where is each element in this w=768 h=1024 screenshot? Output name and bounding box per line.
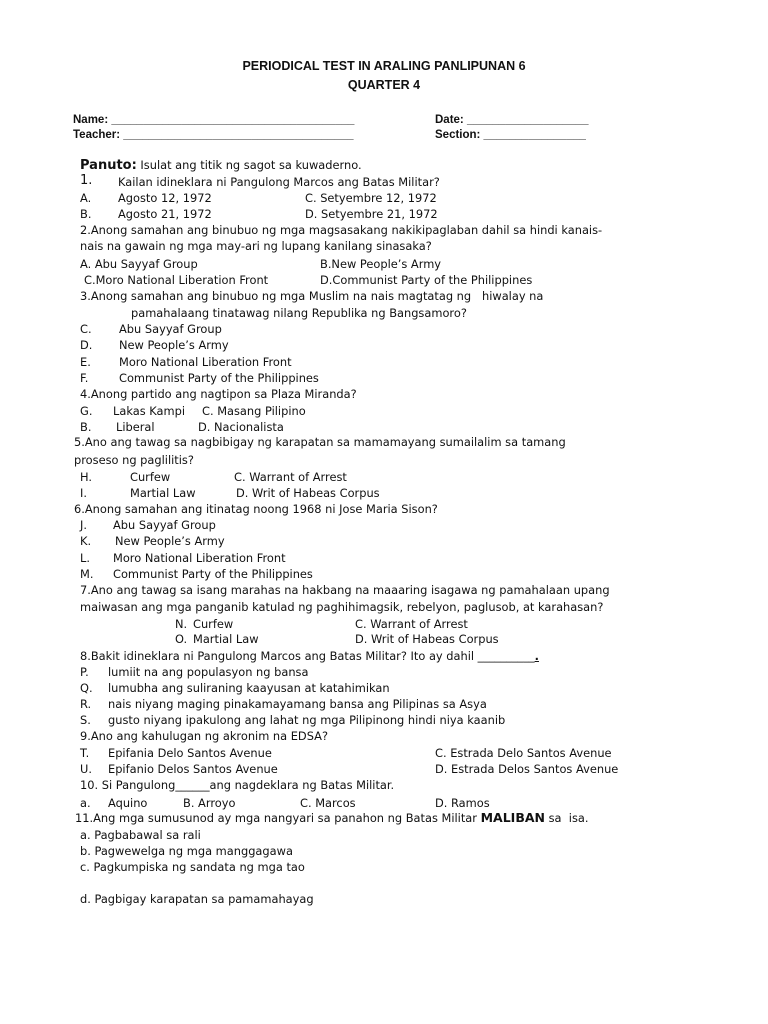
option-text: Abu Sayyaf Group <box>119 322 222 336</box>
maliban-emphasis: MALIBAN <box>480 810 545 825</box>
option-text: D. Ramos <box>435 796 490 810</box>
option-text: Epifania Delo Santos Avenue <box>108 746 272 760</box>
option-text: Agosto 21, 1972 <box>118 207 212 221</box>
option-text: C. Warrant of Arrest <box>234 470 347 484</box>
option-text: Moro National Liberation Front <box>119 355 292 369</box>
question-10-text: 10. Si Pangulong______ang nagdeklara ng Batas Militar. <box>80 778 395 792</box>
question-1-text: Kailan idineklara ni Pangulong Marcos ang Batas Militar? <box>118 175 440 189</box>
option-text: B. Arroyo <box>183 796 236 810</box>
option-key: D. <box>80 338 93 352</box>
option-key: G. <box>80 404 93 418</box>
question-1-number: 1. <box>80 173 93 188</box>
option-text: C. Masang Pilipino <box>202 404 306 418</box>
option-text: Abu Sayyaf Group <box>113 518 216 532</box>
question-3-text-cont: pamahalaang tinatawag nilang Republika ng Bangsamoro? <box>131 306 467 320</box>
option-text: D. Writ of Habeas Corpus <box>355 632 499 646</box>
instructions-text: Isulat ang titik ng sagot sa kuwaderno. <box>136 158 362 172</box>
option-key: N. <box>175 617 188 631</box>
instructions <box>80 158 362 173</box>
option-text: Agosto 12, 1972 <box>118 191 212 205</box>
date-field: Date: ___________________ <box>435 114 589 126</box>
option-text: c. Pagkumpiska ng sandata ng mga tao <box>80 860 305 874</box>
option-text: C.Moro National Liberation Front <box>84 273 269 287</box>
question-4-text: 4.Anong partido ang nagtipon sa Plaza Miranda? <box>80 387 357 401</box>
option-text: Communist Party of the Philippines <box>113 567 313 581</box>
option-text: B.New People’s Army <box>320 257 442 271</box>
option-text: Liberal <box>116 420 155 434</box>
page-title: PERIODICAL TEST IN ARALING PANLIPUNAN 6 <box>242 59 526 73</box>
question-2-text: 2.Anong samahan ang binubuo ng mga magsasakang nakikipaglaban dahil sa hindi kanais- <box>80 223 603 237</box>
option-key: B. <box>80 207 92 221</box>
option-text: nais niyang maging pinakamayamang bansa ang Pilipinas sa Asya <box>108 697 487 711</box>
answer-blank: __________ <box>477 649 535 663</box>
option-key: S. <box>80 713 91 727</box>
question-11-text-start: 11.Ang mga sumusunod ay mga nangyari sa panahon ng Batas Militar <box>75 811 481 825</box>
option-text: A. Abu Sayyaf Group <box>80 257 198 271</box>
option-text: Martial Law <box>193 632 259 646</box>
option-text: D.Communist Party of the Philippines <box>320 273 533 287</box>
question-7-text: 7.Ano ang tawag sa isang marahas na hakbang na maaaring isagawa ng pamahalaan upang <box>80 583 610 597</box>
instructions-label: Panuto: <box>80 158 137 173</box>
option-key: O. <box>175 632 188 646</box>
option-key: E. <box>80 355 91 369</box>
section-field: Section: ________________ <box>435 129 586 141</box>
option-text: d. Pagbigay karapatan sa pamamahayag <box>80 892 314 906</box>
option-key: M. <box>80 567 94 581</box>
option-text: Curfew <box>130 470 171 484</box>
option-text: Epifanio Delos Santos Avenue <box>108 762 278 776</box>
option-text: b. Pagwewelga ng mga manggagawa <box>80 844 293 858</box>
option-key: R. <box>80 697 92 711</box>
question-5-text-cont: proseso ng paglilitis? <box>74 453 194 467</box>
option-key: B. <box>80 420 92 434</box>
option-text: a. Pagbabawal sa rali <box>80 828 201 842</box>
option-text: Curfew <box>193 617 234 631</box>
option-text: D. Estrada Delos Santos Avenue <box>435 762 619 776</box>
option-key: J. <box>80 518 87 532</box>
option-text: C. Warrant of Arrest <box>355 617 468 631</box>
teacher-field: Teacher: ____________________________________ <box>73 129 354 141</box>
option-text: gusto niyang ipakulong ang lahat ng mga Pilipinong hindi niya kaanib <box>108 713 506 727</box>
option-text: Communist Party of the Philippines <box>119 371 319 385</box>
option-text: Aquino <box>108 796 148 810</box>
option-key: L. <box>80 551 90 565</box>
option-key: Q. <box>80 681 93 695</box>
option-key: H. <box>80 470 92 484</box>
option-key: U. <box>80 762 92 776</box>
option-text: C. Marcos <box>300 796 356 810</box>
question-7-text-cont: maiwasan ang mga panganib katulad ng paghihimagsik, rebelyon, paglusob, at karahasan? <box>80 600 604 614</box>
question-11-text-end: sa isa. <box>545 811 589 825</box>
option-text: Lakas Kampi <box>113 404 185 418</box>
name-field: Name: ______________________________________ <box>73 114 355 126</box>
option-text: D. Writ of Habeas Corpus <box>236 486 380 500</box>
option-key: T. <box>80 746 90 760</box>
option-key: C. <box>80 322 92 336</box>
option-key: K. <box>80 534 92 548</box>
option-text: New People’s Army <box>119 338 229 352</box>
option-text: New People’s Army <box>115 534 225 548</box>
option-text: C. Estrada Delo Santos Avenue <box>435 746 612 760</box>
question-8-text-start: 8.Bakit idineklara ni Pangulong Marcos ang Batas Militar? Ito ay dahil <box>80 649 478 663</box>
question-6-text: 6.Anong samahan ang itinatag noong 1968 ni Jose Maria Sison? <box>74 502 438 516</box>
option-text: Martial Law <box>130 486 196 500</box>
question-3-text: 3.Anong samahan ang binubuo ng mga Muslim na nais magtatag ng hiwalay na <box>80 289 544 303</box>
option-text: D. Setyembre 21, 1972 <box>305 207 438 221</box>
question-8-period: . <box>534 649 539 663</box>
page-subtitle: QUARTER 4 <box>347 78 421 92</box>
option-key: A. <box>80 191 92 205</box>
option-text: D. Nacionalista <box>198 420 284 434</box>
option-key: P. <box>80 665 89 679</box>
option-text: Moro National Liberation Front <box>113 551 286 565</box>
question-2-text-cont: nais na gawain ng mga may-ari ng lupang kanilang sinasaka? <box>80 239 432 253</box>
question-5-text: 5.Ano ang tawag sa nagbibigay ng karapatan sa mamamayang sumailalim sa tamang <box>74 435 566 449</box>
option-key: I. <box>80 486 87 500</box>
option-text: lumiit na ang populasyon ng bansa <box>108 665 309 679</box>
option-key: F. <box>80 371 89 385</box>
question-8-text <box>80 649 539 663</box>
option-text: lumubha ang suliraning kaayusan at katahimikan <box>108 681 390 695</box>
question-11-text <box>75 811 588 825</box>
question-9-text: 9.Ano ang kahulugan ng akronim na EDSA? <box>80 729 328 743</box>
option-text: C. Setyembre 12, 1972 <box>305 191 437 205</box>
option-key: a. <box>80 796 91 810</box>
